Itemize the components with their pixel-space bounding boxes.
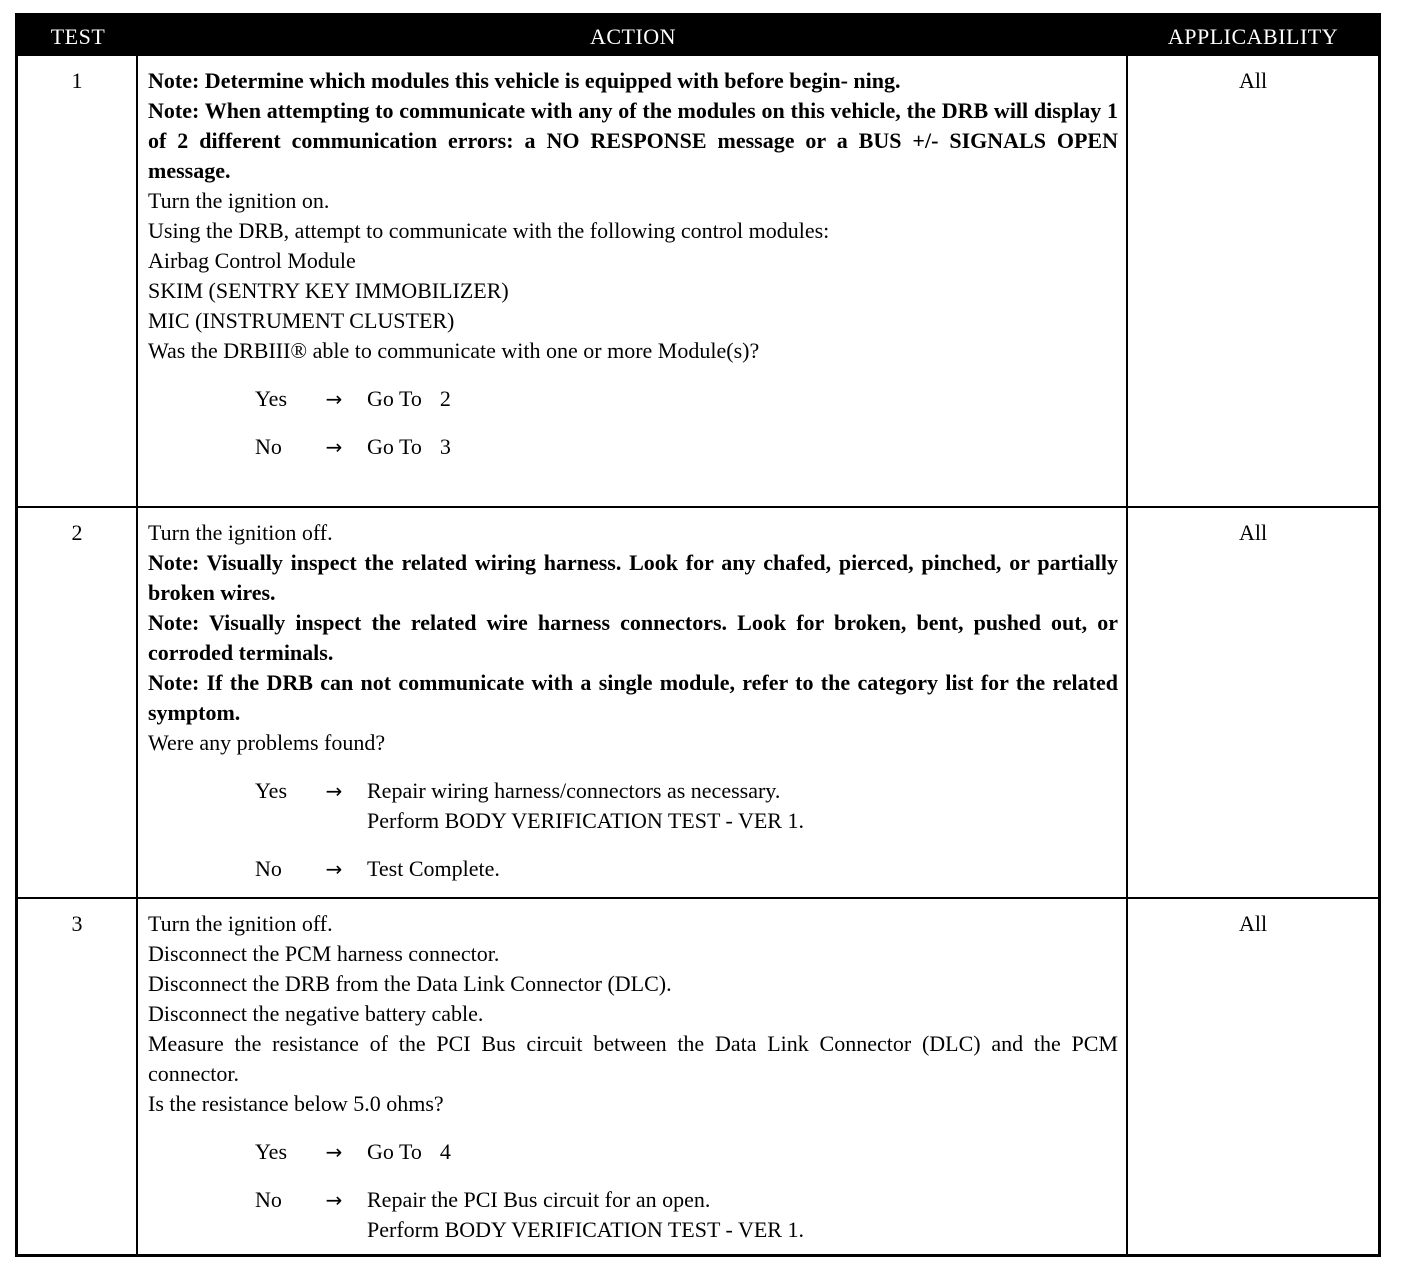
answer-label: Yes [255, 386, 288, 411]
header-applicability: APPLICABILITY [1167, 24, 1339, 49]
applicability-cell: All [1238, 520, 1268, 545]
answer-instruction-line: Perform BODY VERIFICATION TEST - VER 1. [367, 808, 804, 833]
arrow-right-icon: → [325, 857, 343, 881]
goto-target: 2 [439, 386, 451, 411]
action-step: Airbag Control Module [148, 248, 356, 273]
arrow-right-icon: → [325, 435, 343, 459]
action-step: SKIM (SENTRY KEY IMMOBILIZER) [148, 278, 509, 303]
applicability-cell: All [1238, 911, 1268, 936]
goto-target: 3 [439, 434, 451, 459]
applicability-cell: All [1238, 68, 1268, 93]
answer-instruction-line: Repair the PCI Bus circuit for an open. [367, 1187, 711, 1212]
goto-text: Go To [367, 434, 422, 459]
arrow-right-icon: → [325, 1188, 343, 1212]
answer-instruction-line: Perform BODY VERIFICATION TEST - VER 1. [367, 1217, 804, 1242]
action-question: Were any problems found? [148, 730, 386, 755]
answer-goto [367, 384, 1107, 414]
answer-no [255, 1185, 1118, 1245]
test-number: 1 [18, 56, 138, 506]
action-note: Note: Visually inspect the related wire harness connectors. Look for broken, bent, pushed out, or corroded terminals. [148, 610, 1118, 665]
action-step: Turn the ignition off. [148, 911, 333, 936]
answer-instructions [367, 1185, 1107, 1245]
action-step: Measure the resistance of the PCI Bus circuit between the Data Link Connector (DLC) and the PCM connector. [148, 1031, 1118, 1086]
action-step: Turn the ignition off. [148, 520, 333, 545]
action-question: Was the DRBIII® able to communicate with one or more Module(s)? [148, 338, 760, 363]
answer-instruction-line: Repair wiring harness/connectors as necessary. [367, 778, 781, 803]
goto-text: Go To [367, 1139, 422, 1164]
answer-label: No [255, 1187, 282, 1212]
answer-yes [255, 776, 1118, 836]
action-step: Disconnect the negative battery cable. [148, 1001, 484, 1026]
action-step: Using the DRB, attempt to communicate with the following control modules: [148, 218, 830, 243]
goto-text: Go To [367, 386, 422, 411]
test-row-1 [18, 56, 1378, 508]
answer-instructions [367, 854, 1107, 884]
answer-yes [255, 384, 1118, 414]
action-step: Disconnect the PCM harness connector. [148, 941, 500, 966]
action-step: Turn the ignition on. [148, 188, 330, 213]
goto-target: 4 [439, 1139, 451, 1164]
action-cell [138, 56, 1128, 506]
test-number: 3 [18, 899, 138, 1254]
action-step: MIC (INSTRUMENT CLUSTER) [148, 308, 455, 333]
table-header [18, 16, 1378, 56]
answer-label: No [255, 856, 282, 881]
arrow-right-icon: → [325, 779, 343, 803]
answer-goto [367, 1137, 1107, 1167]
arrow-right-icon: → [325, 1140, 343, 1164]
answer-no [255, 432, 1118, 462]
answer-instructions [367, 776, 1107, 836]
action-cell [138, 508, 1128, 897]
action-note: Note: Visually inspect the related wiring harness. Look for any chafed, pierced, pinched, or partially broken wires. [148, 550, 1118, 605]
action-step: Disconnect the DRB from the Data Link Connector (DLC). [148, 971, 672, 996]
answer-no [255, 854, 1118, 884]
header-test: TEST [50, 24, 106, 49]
answer-label: Yes [255, 778, 288, 803]
answer-label: Yes [255, 1139, 288, 1164]
action-note: Note: When attempting to communicate with any of the modules on this vehicle, the DRB will display 1 of 2 different communication errors: a NO RESPONSE message or a BUS +/- SIGNALS OPEN message. [148, 98, 1118, 183]
answer-yes [255, 1137, 1118, 1167]
action-note: Note: If the DRB can not communicate with a single module, refer to the category list for the related symptom. [148, 670, 1118, 725]
test-row-2 [18, 508, 1378, 899]
test-row-3 [18, 899, 1378, 1254]
action-note: Note: Determine which modules this vehicle is equipped with before begin- ning. [148, 68, 901, 93]
answer-label: No [255, 434, 282, 459]
answer-goto [367, 432, 1107, 462]
arrow-right-icon: → [325, 387, 343, 411]
diagnostic-table [15, 13, 1381, 1257]
header-action: ACTION [589, 24, 677, 49]
test-number: 2 [18, 508, 138, 897]
action-cell [138, 899, 1128, 1254]
action-question: Is the resistance below 5.0 ohms? [148, 1091, 444, 1116]
answer-instruction-line: Test Complete. [367, 856, 500, 881]
